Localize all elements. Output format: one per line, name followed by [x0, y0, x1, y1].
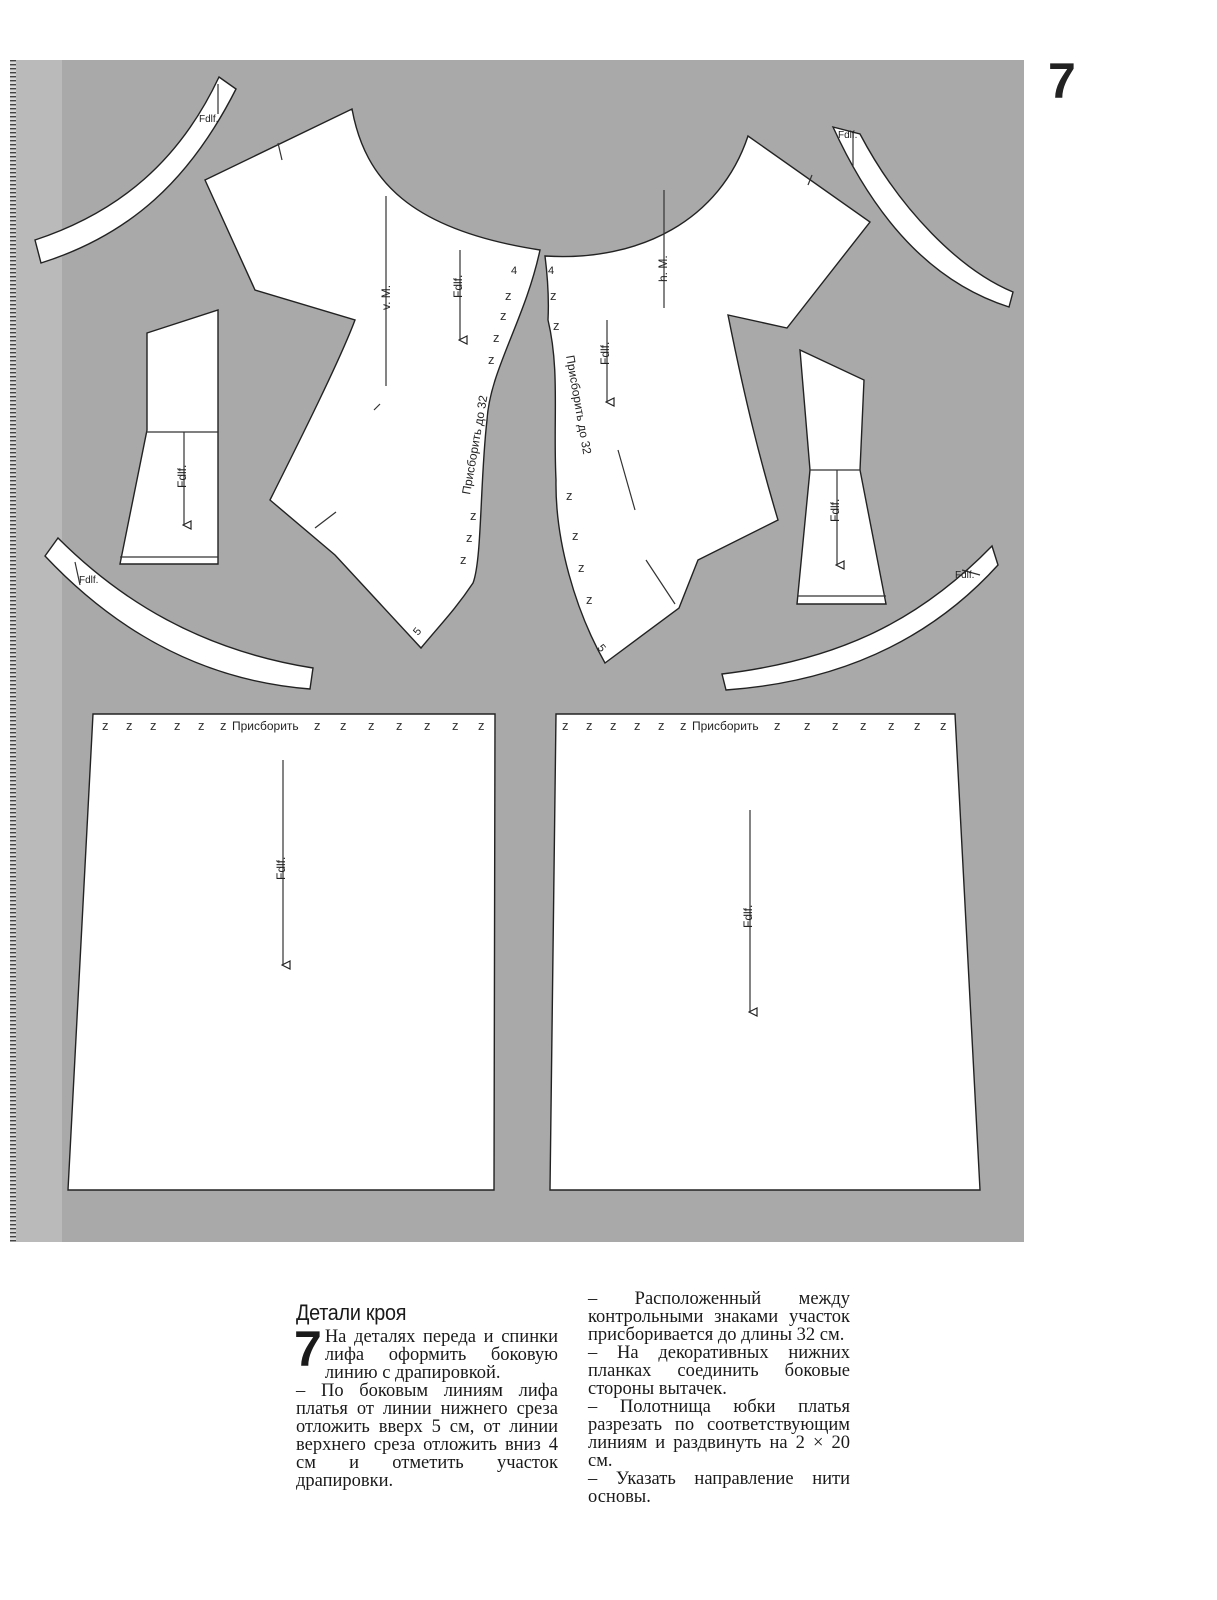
- instruction-paragraph: – Полотнища юбки платья разрезать по соответствующим линиям и раздвинуть на 2 × 20 см.: [588, 1397, 850, 1471]
- piece-left-skirt: [68, 714, 495, 1190]
- grain-label: Fdlf.: [741, 904, 755, 928]
- instruction-paragraph: – Расположенный между контрольными знаками участок присборивается до длины 32 см.: [588, 1289, 850, 1345]
- gather-mark: z: [940, 718, 947, 733]
- gather-mark: z: [566, 488, 573, 503]
- instruction-paragraph: [294, 1321, 558, 1383]
- notch-number: 5: [411, 625, 425, 638]
- gather-mark: z: [396, 718, 403, 733]
- gather-mark: z: [460, 552, 467, 567]
- gather-mark: z: [466, 530, 473, 545]
- gather-mark: z: [860, 718, 867, 733]
- grain-label: Fdlf.: [274, 856, 288, 880]
- grain-label: Fdlf.: [955, 570, 975, 581]
- gather-mark: z: [832, 718, 839, 733]
- gather-mark: z: [220, 718, 227, 733]
- gather-mark: z: [493, 330, 500, 345]
- sheet-binding-edge: [10, 60, 16, 1242]
- gather-mark: z: [478, 718, 485, 733]
- gather-label: Присборить: [232, 719, 299, 733]
- gather-mark: z: [470, 508, 477, 523]
- gather-mark: z: [578, 560, 585, 575]
- grain-label: Fdlf.: [828, 498, 842, 522]
- gather-mark: z: [680, 718, 687, 733]
- instruction-paragraph: – Указать направление нити основы.: [588, 1469, 850, 1507]
- gather-mark: z: [553, 318, 560, 333]
- gather-mark: z: [774, 718, 781, 733]
- gather-mark: z: [340, 718, 347, 733]
- gather-mark: z: [198, 718, 205, 733]
- gather-mark: z: [562, 718, 569, 733]
- gather-mark: z: [488, 352, 495, 367]
- gather-mark: z: [505, 288, 512, 303]
- grain-label: Fdlf.: [175, 464, 189, 488]
- gather-mark: z: [804, 718, 811, 733]
- gather-mark: z: [610, 718, 617, 733]
- center-back-mark: h. M.: [656, 255, 670, 282]
- gather-mark: z: [586, 718, 593, 733]
- gather-mark: z: [658, 718, 665, 733]
- notch-number: 4: [548, 265, 555, 277]
- gather-instruction: Присборить до 32: [563, 354, 595, 456]
- gather-mark: z: [914, 718, 921, 733]
- instructions-column-1: [294, 1321, 558, 1491]
- gather-mark: z: [572, 528, 579, 543]
- gather-instruction: Присборить до 32: [459, 394, 491, 496]
- gather-mark: z: [126, 718, 133, 733]
- notch-number: 4: [511, 265, 518, 277]
- instructions-column-2: [588, 1290, 850, 1506]
- gather-mark: z: [368, 718, 375, 733]
- gather-mark: z: [634, 718, 641, 733]
- gather-mark: z: [500, 308, 507, 323]
- gather-mark: z: [150, 718, 157, 733]
- gather-mark: z: [424, 718, 431, 733]
- grain-label: Fdlf.: [199, 114, 219, 125]
- gather-label: Присборить: [692, 719, 759, 733]
- notch-number: 5: [594, 642, 608, 655]
- page-number: 7: [1048, 53, 1076, 109]
- section-heading: Детали кроя: [296, 1300, 407, 1325]
- gather-mark: z: [586, 592, 593, 607]
- grain-label: Fdlf.: [79, 575, 99, 586]
- instruction-paragraph: – На декоративных нижних планках соединить боковые стороны вытачек.: [588, 1343, 850, 1399]
- gather-mark: z: [102, 718, 109, 733]
- dropcap-number: 7: [294, 1321, 322, 1377]
- gather-mark: z: [174, 718, 181, 733]
- grain-label: Fdlf.: [838, 130, 858, 141]
- instruction-paragraph: – По боковым линиям лифа платья от линии нижнего среза отложить вверх 5 см, от линии верхнего среза отложить вниз 4 см и отметить участок драпировки.: [296, 1381, 558, 1491]
- grain-label: Fdlf.: [598, 341, 612, 365]
- center-front-mark: v. M.: [379, 284, 393, 310]
- gather-mark: z: [452, 718, 459, 733]
- instruction-text: На деталях переда и спинки лифа оформить боковую линию с драпировкой.: [324, 1327, 558, 1383]
- gather-mark: z: [550, 288, 557, 303]
- gather-mark: z: [314, 718, 321, 733]
- grain-label: Fdlf.: [451, 274, 465, 298]
- piece-right-skirt: [550, 714, 980, 1190]
- gather-mark: z: [888, 718, 895, 733]
